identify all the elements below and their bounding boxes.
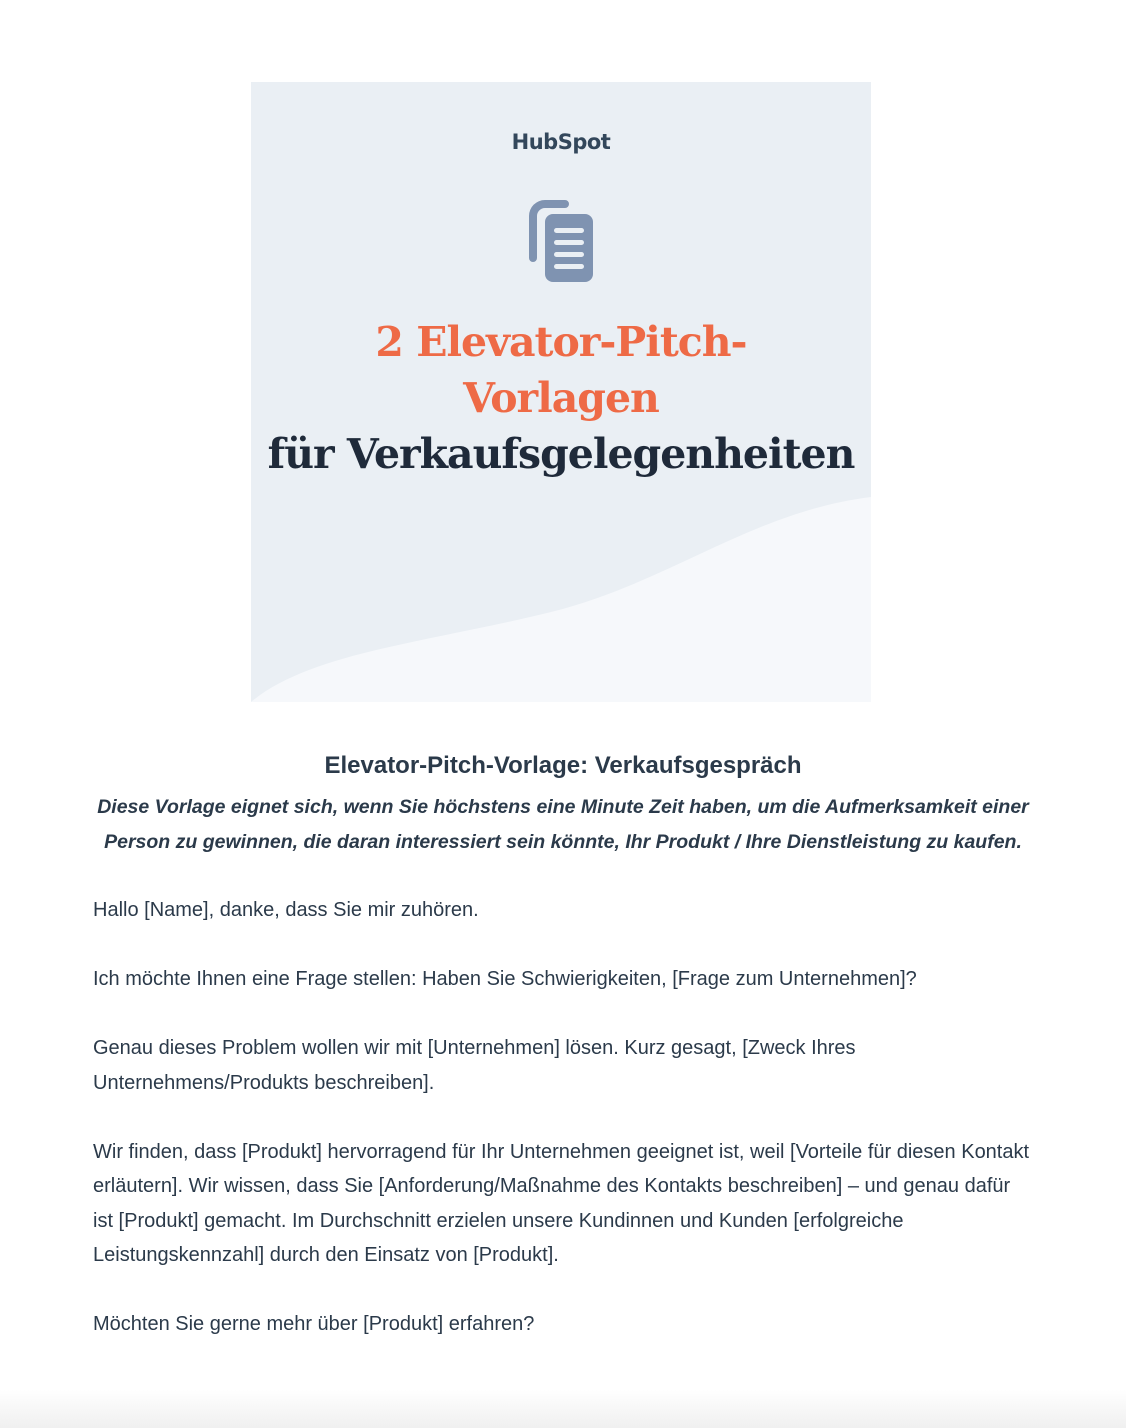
hero-title-line-2: Vorlagen xyxy=(463,374,659,422)
bottom-fade xyxy=(0,1390,1126,1428)
template-content xyxy=(93,748,1033,1376)
hero-title-line-1: 2 Elevator-Pitch- xyxy=(375,318,747,366)
paragraph-question: Ich möchte Ihnen eine Frage stellen: Haben Sie Schwierigkeiten, [Frage zum Unternehmen]? xyxy=(93,968,917,990)
section-subtitle: Diese Vorlage eignet sich, wenn Sie höchstens eine Minute Zeit haben, um die Aufmerksamkeit einer Person zu gewinnen, die daran interessiert sein könnte, Ihr Produkt / Ihre Dienstleistung zu kaufen. xyxy=(97,796,1029,853)
paragraph-greeting: Hallo [Name], danke, dass Sie mir zuhören. xyxy=(93,899,479,921)
paragraph-problem: Genau dieses Problem wollen wir mit [Unternehmen] lösen. Kurz gesagt, [Zweck Ihres Unternehmens/Produkts beschreiben]. xyxy=(93,1037,856,1094)
paragraph-benefits: Wir finden, dass [Produkt] hervorragend für Ihr Unternehmen geeignet ist, weil [Vorteile für diesen Kontakt erläutern]. Wir wissen, dass Sie [Anforderung/Maßnahme des Kontakts beschreiben] – und genau dafür ist [Produkt] gemacht. Im Durchschnitt erzielen unsere Kundinnen und Kunden [erfolgreiche Leistungskennzahl] durch den Einsatz von [Produkt]. xyxy=(93,1140,1030,1266)
section-title: Elevator-Pitch-Vorlage: Verkaufsgespräch xyxy=(324,752,802,779)
hubspot-logo: HubSpot xyxy=(511,130,611,154)
hero-image xyxy=(251,82,871,702)
document-copy-icon xyxy=(525,196,597,286)
hero-title xyxy=(251,314,871,482)
paragraph-closing: Möchten Sie gerne mehr über [Produkt] erfahren? xyxy=(93,1313,535,1335)
hero-title-line-3: für Verkaufsgelegenheiten xyxy=(267,430,855,478)
